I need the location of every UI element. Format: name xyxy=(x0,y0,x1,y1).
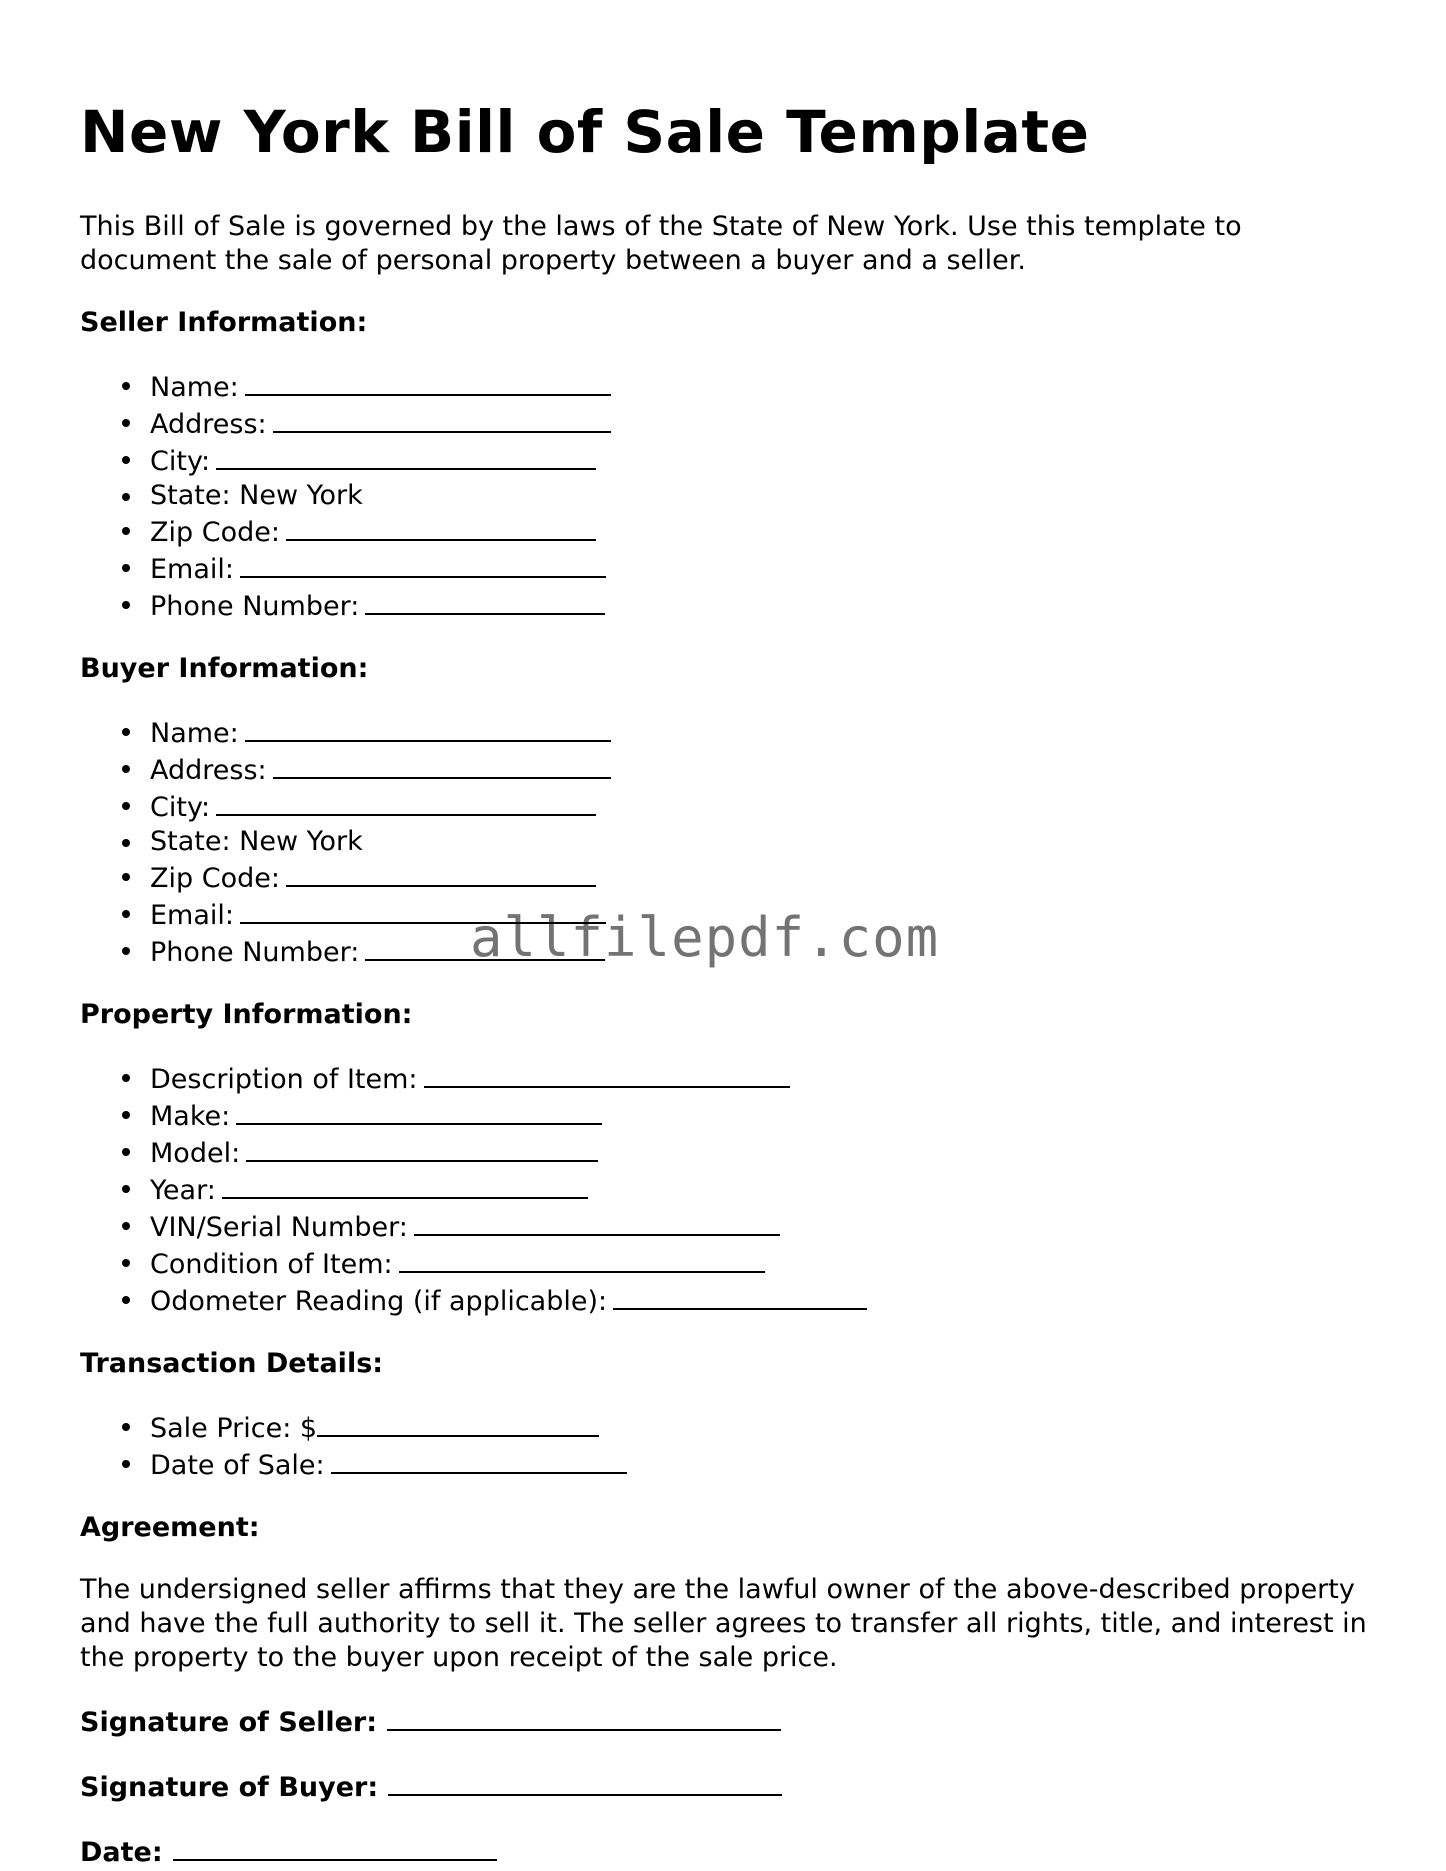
sale-price-field[interactable] xyxy=(317,1409,599,1437)
buyer-signature-line: Signature of Buyer: xyxy=(80,1768,1380,1805)
property-description-field[interactable] xyxy=(424,1060,790,1088)
buyer-address-item: Address: xyxy=(150,751,1380,788)
seller-zip-field[interactable] xyxy=(286,513,596,541)
transaction-fields xyxy=(80,1409,1380,1483)
seller-email-item: Email: xyxy=(150,550,1380,587)
document-page xyxy=(80,98,1380,1870)
property-condition-item: Condition of Item: xyxy=(150,1245,1380,1282)
property-description-item: Description of Item: xyxy=(150,1060,1380,1097)
buyer-city-item: City: xyxy=(150,788,1380,825)
date-line: Date: xyxy=(80,1833,1380,1870)
buyer-name-item: Name: xyxy=(150,714,1380,751)
seller-signature-field[interactable] xyxy=(387,1703,781,1731)
buyer-address-field[interactable] xyxy=(273,751,611,779)
sale-date-field[interactable] xyxy=(331,1446,627,1474)
buyer-signature-field[interactable] xyxy=(388,1768,782,1796)
seller-address-item: Address: xyxy=(150,405,1380,442)
buyer-phone-item: Phone Number: xyxy=(150,933,1380,970)
property-year-field[interactable] xyxy=(222,1171,588,1199)
property-section-heading: Property Information: xyxy=(80,998,413,1030)
property-make-item: Make: xyxy=(150,1097,1380,1134)
property-odometer-field[interactable] xyxy=(613,1282,867,1310)
property-vin-field[interactable] xyxy=(414,1208,780,1236)
seller-name-field[interactable] xyxy=(245,368,611,396)
seller-city-field[interactable] xyxy=(216,442,596,470)
property-model-field[interactable] xyxy=(246,1134,598,1162)
page-title: New York Bill of Sale Template xyxy=(80,98,1090,166)
property-odometer-item: Odometer Reading (if applicable): xyxy=(150,1282,1380,1319)
agreement-paragraph: The undersigned seller affirms that they are the lawful owner of the above-described property and have the full authority to sell it. The seller agrees to transfer all rights, title, and interest in the property to the buyer upon receipt of the sale price. xyxy=(80,1573,1367,1673)
signature-date-field[interactable] xyxy=(173,1833,497,1861)
property-vin-item: VIN/Serial Number: xyxy=(150,1208,1380,1245)
buyer-section-heading: Buyer Information: xyxy=(80,652,369,684)
seller-address-field[interactable] xyxy=(273,405,611,433)
watermark: allfilepdf.com xyxy=(470,906,940,969)
property-fields xyxy=(80,1060,1380,1319)
property-year-item: Year: xyxy=(150,1171,1380,1208)
buyer-name-field[interactable] xyxy=(245,714,611,742)
sale-date-item: Date of Sale: xyxy=(150,1446,1380,1483)
agreement-section-heading: Agreement: xyxy=(80,1511,260,1543)
sale-price-item: Sale Price: $ xyxy=(150,1409,1380,1446)
seller-fields xyxy=(80,368,1380,624)
seller-phone-field[interactable] xyxy=(365,587,605,615)
buyer-state-item: State: New York xyxy=(150,825,1380,859)
seller-zip-item: Zip Code: xyxy=(150,513,1380,550)
seller-email-field[interactable] xyxy=(240,550,606,578)
buyer-email-item: Email: xyxy=(150,896,1380,933)
intro-paragraph: This Bill of Sale is governed by the laws of the State of New York. Use this template to document the sale of personal property between a buyer and a seller. xyxy=(80,210,1242,276)
property-condition-field[interactable] xyxy=(399,1245,765,1273)
buyer-city-field[interactable] xyxy=(216,788,596,816)
seller-section-heading: Seller Information: xyxy=(80,306,368,338)
seller-signature-line: Signature of Seller: xyxy=(80,1703,1380,1740)
buyer-zip-field[interactable] xyxy=(286,859,596,887)
buyer-zip-item: Zip Code: xyxy=(150,859,1380,896)
seller-phone-item: Phone Number: xyxy=(150,587,1380,624)
transaction-section-heading: Transaction Details: xyxy=(80,1347,384,1379)
property-model-item: Model: xyxy=(150,1134,1380,1171)
property-make-field[interactable] xyxy=(236,1097,602,1125)
seller-name-item: Name: xyxy=(150,368,1380,405)
seller-state-item: State: New York xyxy=(150,479,1380,513)
seller-city-item: City: xyxy=(150,442,1380,479)
